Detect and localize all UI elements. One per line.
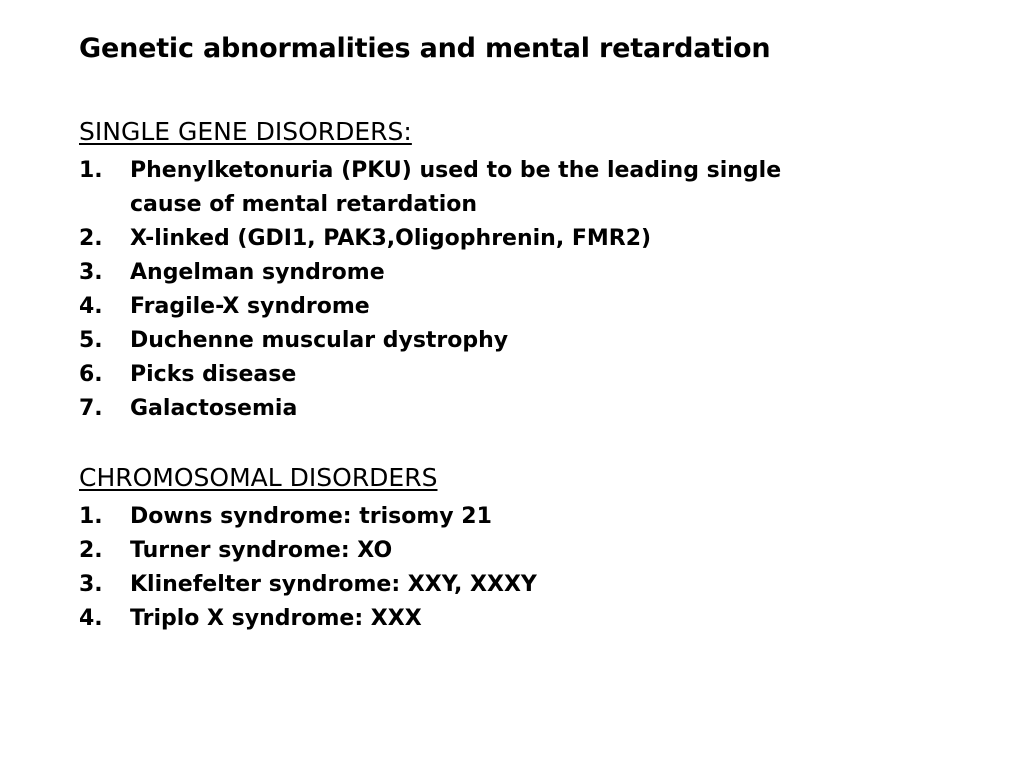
- list-item-text: Downs syndrome: trisomy 21: [130, 504, 492, 529]
- list-item-text: Picks disease: [130, 362, 297, 387]
- list-item-text: Triplo X syndrome: XXX: [130, 606, 422, 631]
- list-item-text: Turner syndrome: XO: [130, 538, 393, 563]
- slide-title: Genetic abnormalities and mental retardation: [79, 33, 771, 64]
- list-item: [79, 324, 859, 358]
- list-item: [79, 290, 859, 324]
- list-item: [79, 568, 859, 602]
- chromosomal-heading: CHROMOSOMAL DISORDERS: [79, 463, 438, 492]
- list-item-number: 6.: [79, 362, 103, 387]
- single-gene-list: [79, 154, 859, 426]
- list-item-number: 1.: [79, 158, 103, 183]
- list-item-text: Klinefelter syndrome: XXY, XXXY: [130, 572, 537, 597]
- list-item-number: 4.: [79, 294, 103, 319]
- list-item: [79, 602, 859, 636]
- list-item-number: 4.: [79, 606, 103, 631]
- list-item: [79, 534, 859, 568]
- list-item: [79, 500, 859, 534]
- list-item-text: Angelman syndrome: [130, 260, 385, 285]
- chromosomal-list: [79, 500, 859, 636]
- list-item-text: X-linked (GDI1, PAK3,Oligophrenin, FMR2): [130, 226, 652, 251]
- list-item: [79, 392, 859, 426]
- single-gene-heading: SINGLE GENE DISORDERS:: [79, 117, 412, 146]
- list-item-text: Duchenne muscular dystrophy: [130, 328, 509, 353]
- list-item-number: 5.: [79, 328, 103, 353]
- list-item: [79, 256, 859, 290]
- list-item: [79, 222, 859, 256]
- list-item-number: 3.: [79, 572, 103, 597]
- list-item-text: Fragile-X syndrome: [130, 294, 370, 319]
- list-item-text: Phenylketonuria (PKU) used to be the leading single cause of mental retardation: [130, 158, 782, 217]
- list-item: [79, 154, 859, 222]
- list-item-number: 7.: [79, 396, 103, 421]
- list-item-number: 3.: [79, 260, 103, 285]
- list-item-number: 1.: [79, 504, 103, 529]
- list-item-text: Galactosemia: [130, 396, 298, 421]
- list-item-number: 2.: [79, 226, 103, 251]
- list-item-number: 2.: [79, 538, 103, 563]
- list-item: [79, 358, 859, 392]
